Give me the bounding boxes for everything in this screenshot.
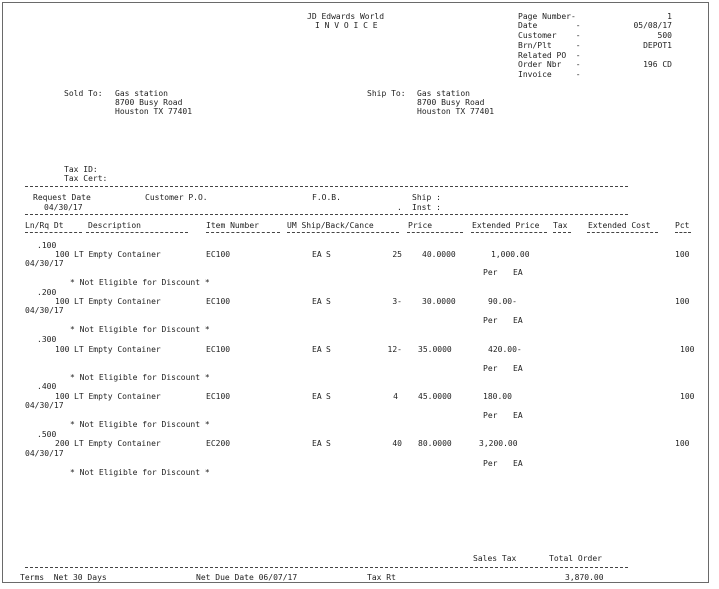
line-number: .400 xyxy=(37,382,57,391)
col-extended-price: Extended Price xyxy=(472,221,540,230)
order-number-value: 196 CD xyxy=(643,60,672,69)
line-note: * Not Eligible for Discount * xyxy=(70,373,210,382)
request-date-label: Request Date xyxy=(33,193,91,202)
divider xyxy=(25,186,628,187)
tax-cert-label: Tax Cert: xyxy=(64,174,108,183)
net-due-date: Net Due Date 06/07/17 xyxy=(196,573,298,582)
header-underline xyxy=(86,232,188,233)
line-pct: 100 xyxy=(675,439,690,448)
line-item-number: EC100 xyxy=(206,250,231,259)
line-um: EA xyxy=(312,439,322,448)
date-value: 05/08/17 xyxy=(633,21,672,30)
line-number: .200 xyxy=(37,288,57,297)
line-date: 04/30/17 xyxy=(25,259,64,268)
inst-label: Inst : xyxy=(412,203,441,212)
line-per: Per xyxy=(483,316,498,325)
line-note: * Not Eligible for Discount * xyxy=(70,468,210,477)
invoice-label: Invoice - xyxy=(518,70,581,79)
branch-plant-value: DEPOT1 xyxy=(643,41,672,50)
col-ln-rq-dt: Ln/Rq Dt xyxy=(25,221,64,230)
line-ship-qty: 25 xyxy=(392,250,402,259)
line-quantity: 100 xyxy=(55,297,70,306)
line-per-um: EA xyxy=(513,459,523,468)
line-extended-price: 180.00 xyxy=(483,392,512,401)
line-um: EA xyxy=(312,250,322,259)
line-flag: S xyxy=(326,297,331,306)
customer-label: Customer - xyxy=(518,31,581,40)
fob-label: F.O.B. xyxy=(312,193,341,202)
header-underline xyxy=(471,232,547,233)
line-extended-price: 1,000.00 xyxy=(491,250,530,259)
page-number-value: 1 xyxy=(667,12,672,21)
col-tax: Tax xyxy=(553,221,568,230)
line-item-number: EC100 xyxy=(206,345,231,354)
line-flag: S xyxy=(326,392,331,401)
order-number-label: Order Nbr - xyxy=(518,60,581,69)
branch-plant-label: Brn/Plt - xyxy=(518,41,581,50)
date-label: Date - xyxy=(518,21,581,30)
ship-to-line-3: Houston TX 77401 xyxy=(417,107,495,116)
line-pct: 100 xyxy=(680,345,695,354)
line-per-um: EA xyxy=(513,268,523,277)
line-price: 35.0000 xyxy=(418,345,452,354)
header-underline xyxy=(407,232,463,233)
line-description: LT Empty Container xyxy=(74,297,161,306)
line-um: EA xyxy=(312,392,322,401)
line-flag: S xyxy=(326,439,331,448)
line-note: * Not Eligible for Discount * xyxy=(70,278,210,287)
ship-instruction-label: Ship : xyxy=(412,193,441,202)
line-price: 40.0000 xyxy=(422,250,456,259)
line-description: LT Empty Container xyxy=(74,439,161,448)
sold-to-line-1: Gas station xyxy=(115,89,168,98)
col-price: Price xyxy=(408,221,433,230)
line-per: Per xyxy=(483,268,498,277)
header-underline xyxy=(206,232,280,233)
customer-po-label: Customer P.O. xyxy=(145,193,208,202)
related-po-label: Related PO - xyxy=(518,51,581,60)
line-extended-price: 420.00- xyxy=(488,345,522,354)
line-description: LT Empty Container xyxy=(74,345,161,354)
total-order-value: 3,870.00 xyxy=(565,573,604,582)
line-note: * Not Eligible for Discount * xyxy=(70,325,210,334)
line-item-number: EC100 xyxy=(206,392,231,401)
line-per-um: EA xyxy=(513,411,523,420)
sold-to-line-3: Houston TX 77401 xyxy=(115,107,193,116)
inst-dot: . xyxy=(397,203,402,212)
request-date-value: 04/30/17 xyxy=(44,203,83,212)
line-quantity: 200 xyxy=(55,439,70,448)
line-date: 04/30/17 xyxy=(25,306,64,315)
line-description: LT Empty Container xyxy=(74,392,161,401)
invoice-document xyxy=(2,2,709,583)
ship-to-label: Ship To: xyxy=(367,89,406,98)
total-order-label: Total Order xyxy=(549,554,602,563)
line-number: .100 xyxy=(37,241,57,250)
col-extended-cost: Extended Cost xyxy=(588,221,651,230)
line-date: 04/30/17 xyxy=(25,401,64,410)
header-underline xyxy=(25,232,82,233)
line-flag: S xyxy=(326,250,331,259)
line-per: Per xyxy=(483,364,498,373)
line-extended-price: 90.00- xyxy=(488,297,517,306)
line-ship-qty: 4 xyxy=(393,392,398,401)
line-ship-qty: 3- xyxy=(392,297,402,306)
line-quantity: 100 xyxy=(55,392,70,401)
line-pct: 100 xyxy=(680,392,695,401)
line-item-number: EC200 xyxy=(206,439,231,448)
divider xyxy=(25,214,628,215)
line-item-number: EC100 xyxy=(206,297,231,306)
header-underline xyxy=(587,232,658,233)
company-name: JD Edwards World xyxy=(307,12,385,21)
line-price: 45.0000 xyxy=(418,392,452,401)
line-pct: 100 xyxy=(675,250,690,259)
tax-rate-label: Tax Rt xyxy=(367,573,396,582)
tax-id-label: Tax ID: xyxy=(64,165,98,174)
line-per: Per xyxy=(483,459,498,468)
customer-value: 500 xyxy=(657,31,672,40)
ship-to-line-2: 8700 Busy Road xyxy=(417,98,485,107)
line-quantity: 100 xyxy=(55,345,70,354)
col-pct: Pct xyxy=(675,221,690,230)
line-description: LT Empty Container xyxy=(74,250,161,259)
line-um: EA xyxy=(312,345,322,354)
header-underline xyxy=(675,232,691,233)
line-per-um: EA xyxy=(513,316,523,325)
document-title: I N V O I C E xyxy=(315,21,378,30)
line-flag: S xyxy=(326,345,331,354)
line-price: 80.0000 xyxy=(418,439,452,448)
line-ship-qty: 40 xyxy=(392,439,402,448)
sold-to-line-2: 8700 Busy Road xyxy=(115,98,183,107)
sales-tax-label: Sales Tax xyxy=(473,554,517,563)
sold-to-label: Sold To: xyxy=(64,89,103,98)
line-pct: 100 xyxy=(675,297,690,306)
col-description: Description xyxy=(88,221,141,230)
line-quantity: 100 xyxy=(55,250,70,259)
line-date: 04/30/17 xyxy=(25,449,64,458)
line-um: EA xyxy=(312,297,322,306)
line-ship-qty: 12- xyxy=(387,345,402,354)
col-um-ship: UM Ship/Back/Cance xyxy=(287,221,374,230)
header-underline xyxy=(553,232,571,233)
payment-terms: Terms Net 30 Days xyxy=(20,573,107,582)
line-extended-price: 3,200.00 xyxy=(479,439,518,448)
page-number-label: Page Number- xyxy=(518,12,576,21)
line-per: Per xyxy=(483,411,498,420)
header-underline xyxy=(287,232,399,233)
line-note: * Not Eligible for Discount * xyxy=(70,420,210,429)
line-per-um: EA xyxy=(513,364,523,373)
line-number: .300 xyxy=(37,335,57,344)
line-number: .500 xyxy=(37,430,57,439)
line-price: 30.0000 xyxy=(422,297,456,306)
col-item-number: Item Number xyxy=(206,221,259,230)
ship-to-line-1: Gas station xyxy=(417,89,470,98)
footer-divider xyxy=(25,567,628,568)
